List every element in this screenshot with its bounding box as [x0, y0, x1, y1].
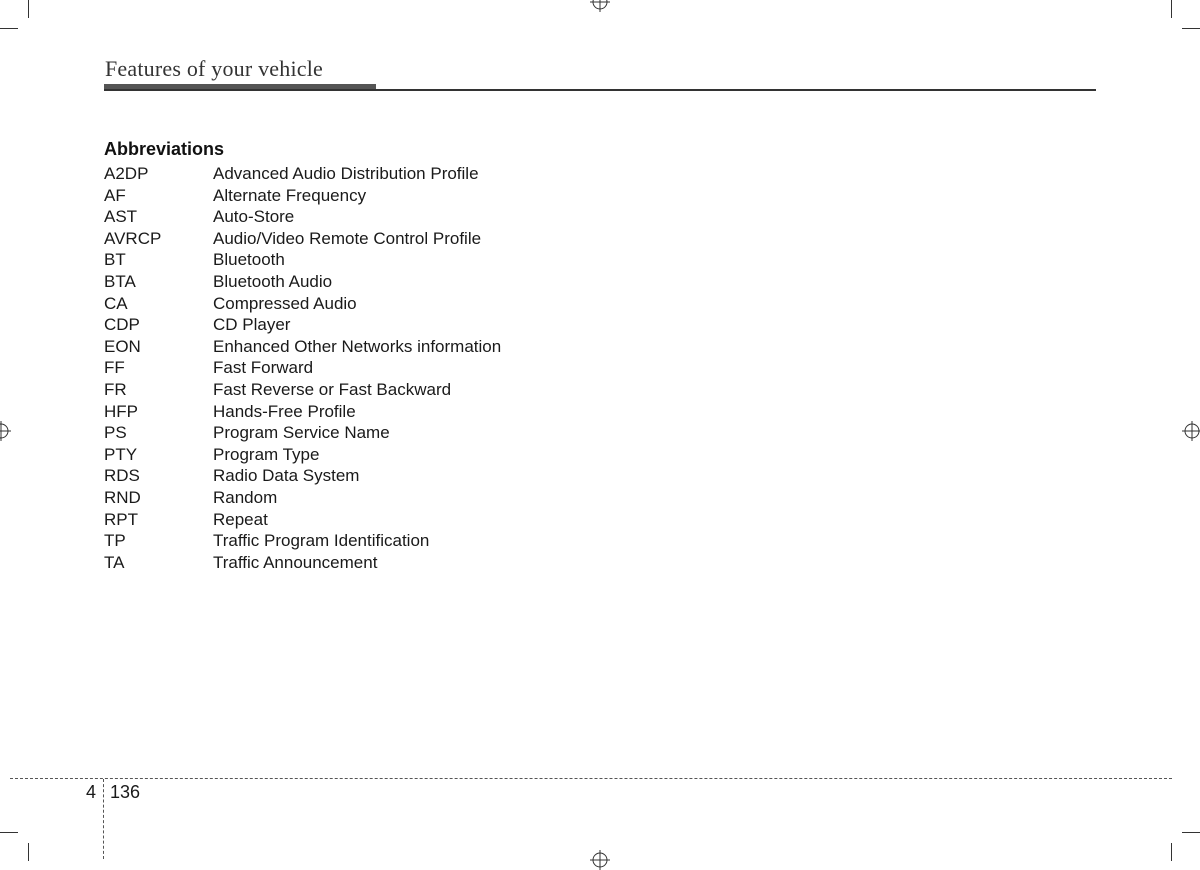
abbreviation-meaning: Auto-Store	[213, 207, 295, 227]
abbreviation-code: RDS	[104, 466, 140, 486]
abbreviation-code: CDP	[104, 315, 140, 335]
abbreviation-code: TP	[104, 531, 126, 551]
abbreviation-row	[104, 271, 804, 293]
crop-mark-bottom-left-vertical	[28, 843, 29, 861]
abbreviation-code: PS	[104, 423, 127, 443]
abbreviations-section	[104, 139, 804, 573]
abbreviation-row	[104, 185, 804, 207]
abbreviation-meaning: Bluetooth Audio	[213, 271, 333, 291]
abbreviation-code: HFP	[104, 401, 138, 421]
crop-mark-top-left-vertical	[28, 0, 29, 18]
abbreviations-heading: Abbreviations	[104, 139, 225, 159]
registration-mark-left	[0, 421, 11, 441]
footer-dashed-divider	[103, 779, 104, 859]
abbreviation-code: AVRCP	[104, 228, 162, 248]
abbreviation-code: RPT	[104, 509, 138, 529]
abbreviation-meaning: Hands-Free Profile	[213, 401, 356, 421]
abbreviation-meaning: Repeat	[213, 509, 268, 529]
abbreviation-meaning: Fast Forward	[213, 358, 314, 378]
abbreviation-meaning: Fast Reverse or Fast Backward	[213, 379, 452, 399]
abbreviation-row	[104, 293, 804, 315]
abbreviation-code: PTY	[104, 444, 138, 464]
header-rule	[104, 89, 1096, 91]
registration-mark-top	[590, 0, 610, 12]
abbreviation-row	[104, 487, 804, 509]
abbreviation-meaning: Program Type	[213, 444, 320, 464]
chapter-number: 4	[86, 782, 97, 802]
crop-mark-bottom-right-horizontal	[1182, 832, 1200, 833]
abbreviation-code: A2DP	[104, 164, 149, 183]
abbreviation-row	[104, 163, 804, 185]
abbreviation-code: FF	[104, 358, 125, 378]
section-header-title: Features of your vehicle	[105, 56, 324, 81]
abbreviation-meaning: Alternate Frequency	[213, 185, 367, 205]
abbreviation-meaning: Radio Data System	[213, 466, 360, 486]
abbreviation-row	[104, 357, 804, 379]
registration-mark-bottom	[590, 850, 610, 870]
abbreviation-row	[104, 206, 804, 228]
abbreviations-list	[104, 163, 804, 573]
page-number: 136	[110, 782, 141, 802]
abbreviation-meaning: Advanced Audio Distribution Profile	[213, 164, 479, 183]
crop-mark-bottom-left-horizontal	[0, 832, 18, 833]
registration-mark-right	[1182, 421, 1200, 441]
abbreviation-meaning: Bluetooth	[213, 250, 285, 270]
abbreviation-row	[104, 422, 804, 444]
footer-dashed-rule	[10, 778, 1172, 779]
abbreviation-meaning: Program Service Name	[213, 423, 390, 443]
abbreviation-meaning: Random	[213, 487, 278, 507]
abbreviation-row	[104, 228, 804, 250]
crop-mark-top-left-horizontal	[0, 28, 18, 29]
abbreviation-meaning: Audio/Video Remote Control Profile	[213, 228, 482, 248]
abbreviation-code: RND	[104, 487, 141, 507]
abbreviation-code: AST	[104, 207, 138, 227]
abbreviation-row	[104, 401, 804, 423]
abbreviation-code: AF	[104, 185, 126, 205]
abbreviation-code: TA	[104, 552, 125, 572]
abbreviation-code: CA	[104, 293, 128, 313]
abbreviation-meaning: Traffic Program Identification	[213, 531, 430, 551]
crop-mark-top-right-horizontal	[1182, 28, 1200, 29]
abbreviation-row	[104, 509, 804, 531]
abbreviation-meaning: CD Player	[213, 315, 291, 335]
abbreviation-code: BTA	[104, 271, 136, 291]
abbreviation-meaning: Traffic Announcement	[213, 552, 378, 572]
abbreviation-code: EON	[104, 336, 141, 356]
crop-mark-top-right-vertical	[1171, 0, 1172, 18]
abbreviation-row	[104, 465, 804, 487]
abbreviation-row	[104, 379, 804, 401]
abbreviation-code: BT	[104, 250, 126, 270]
abbreviation-code: FR	[104, 379, 127, 399]
abbreviation-meaning: Compressed Audio	[213, 293, 357, 313]
abbreviation-row	[104, 530, 804, 552]
abbreviation-meaning: Enhanced Other Networks information	[213, 336, 502, 356]
crop-mark-bottom-right-vertical	[1171, 843, 1172, 861]
abbreviation-row	[104, 336, 804, 358]
abbreviation-row	[104, 444, 804, 466]
abbreviation-row	[104, 249, 804, 271]
abbreviation-row	[104, 314, 804, 336]
abbreviation-row	[104, 552, 804, 574]
